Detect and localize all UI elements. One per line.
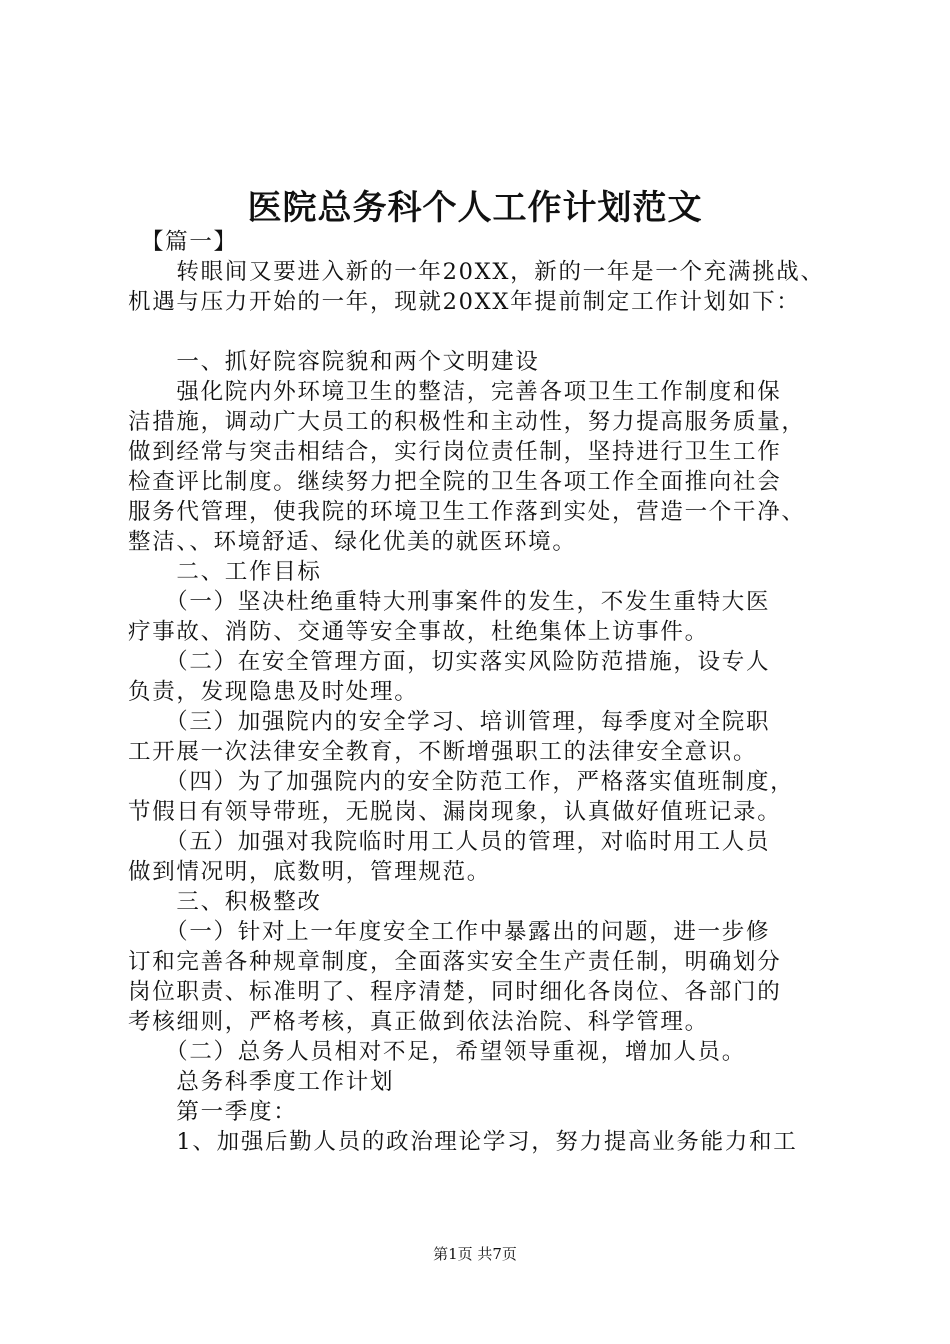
paragraph-line: （四）为了加强院内的安全防范工作，严格落实值班制度， [128, 769, 795, 795]
paragraph-line: 1、加强后勤人员的政治理论学习，努力提高业务能力和工 [128, 1129, 798, 1155]
paragraph-line: 岗位职责、标准明了、程序清楚，同时细化各岗位、各部门的 [128, 979, 782, 1005]
paragraph-line: 机遇与压力开始的一年，现就20XX年提前制定工作计划如下： [128, 289, 801, 315]
paragraph-line: 转眼间又要进入新的一年20XX，新的一年是一个充满挑战、 [128, 259, 825, 285]
paragraph-line: （五）加强对我院临时用工人员的管理，对临时用工人员 [128, 829, 771, 855]
paragraph-line: 负责，发现隐患及时处理。 [128, 679, 419, 705]
paragraph-line: 订和完善各种规章制度，全面落实安全生产责任制，明确划分 [128, 949, 782, 975]
paragraph-line: 做到情况明，底数明，管理规范。 [128, 859, 492, 885]
paragraph-line: 强化院内外环境卫生的整洁，完善各项卫生工作制度和保 [128, 379, 782, 405]
paragraph-line: 第一季度： [128, 1099, 298, 1125]
paragraph-line: 洁措施，调动广大员工的积极性和主动性，努力提高服务质量， [128, 409, 806, 435]
paragraph-line: 工开展一次法律安全教育，不断增强职工的法律安全意识。 [128, 739, 758, 765]
paragraph-line: 考核细则，严格考核，真正做到依法治院、科学管理。 [128, 1009, 709, 1035]
paragraph-line: 疗事故、消防、交通等安全事故，杜绝集体上访事件。 [128, 619, 709, 645]
paragraph-line: （二）总务人员相对不足，希望领导重视，增加人员。 [128, 1039, 746, 1065]
paragraph-line: 做到经常与突击相结合，实行岗位责任制，坚持进行卫生工作 [128, 439, 782, 465]
paragraph-line: （一）坚决杜绝重特大刑事案件的发生，不发生重特大医 [128, 589, 771, 615]
paragraph-line: （一）针对上一年度安全工作中暴露出的问题，进一步修 [128, 919, 771, 945]
paragraph-line: 【篇一】 [128, 229, 238, 255]
paragraph-line: （二）在安全管理方面，切实落实风险防范措施，设专人 [128, 649, 771, 675]
paragraph-line: 一、抓好院容院貌和两个文明建设 [128, 349, 540, 375]
paragraph-line: 总务科季度工作计划 [128, 1069, 395, 1095]
paragraph-line: 节假日有领导带班，无脱岗、漏岗现象，认真做好值班记录。 [128, 799, 782, 825]
paragraph-line: 三、积极整改 [128, 889, 322, 915]
blank-line [128, 317, 843, 347]
paragraph-line: 检查评比制度。继续努力把全院的卫生各项工作全面推向社会 [128, 469, 782, 495]
paragraph-line: 整洁、、环境舒适、绿化优美的就医环境。 [128, 529, 577, 555]
paragraph-line: 服务代管理，使我院的环境卫生工作落到实处，营造一个干净、 [128, 499, 806, 525]
paragraph-line: （三）加强院内的安全学习、培训管理，每季度对全院职 [128, 709, 771, 735]
page-footer: 第1页 共7页 [433, 1245, 517, 1263]
paragraph-line: 二、工作目标 [128, 559, 322, 585]
document-title: 医院总务科个人工作计划范文 [247, 188, 703, 228]
document-body [128, 227, 843, 1157]
